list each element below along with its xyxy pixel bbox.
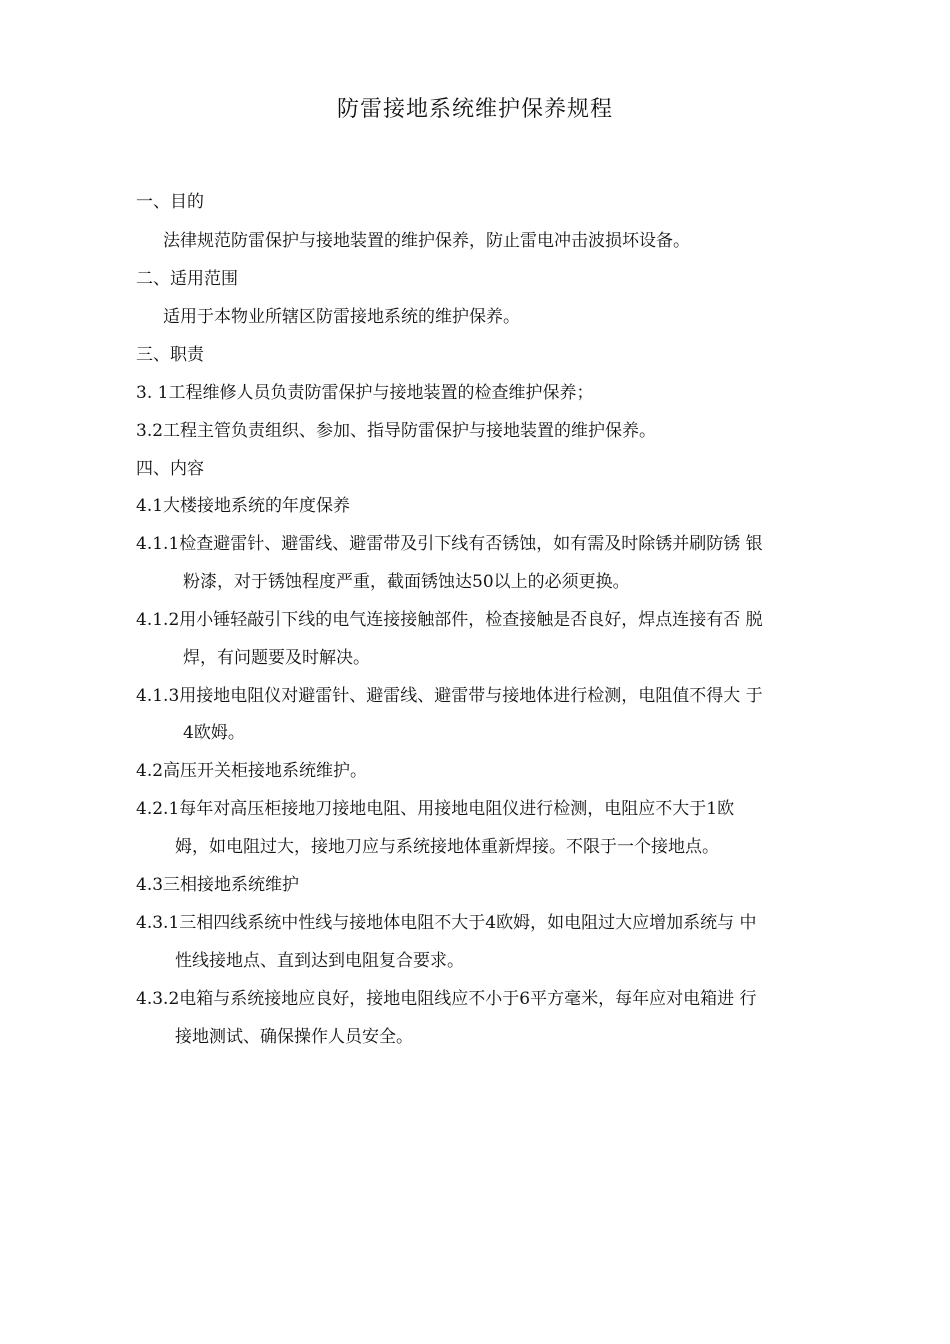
section-heading-scope: 二、适用范围 — [136, 269, 238, 289]
item-4-2-1-line-1: 4.2.1每年对高压柜接地刀接地电阻、用接地电阻仪进行检测，电阻应不大于1欧 — [136, 799, 735, 819]
subsection-heading-4-2: 4.2高压开关柜接地系统维护。 — [136, 761, 368, 781]
section-heading-purpose: 一、目的 — [136, 192, 204, 212]
subsection-heading-4-1: 4.1大楼接地系统的年度保养 — [136, 496, 351, 516]
subsection-heading-4-3: 4.3三相接地系统维护 — [136, 875, 300, 895]
item-4-1-2-line-2: 焊，有问题要及时解决。 — [183, 648, 370, 668]
section-heading-content: 四、内容 — [136, 459, 204, 479]
item-4-1-2-line-1: 4.1.2用小锤轻敲引下线的电气连接接触部件，检查接触是否良好，焊点连接有否 脱 — [136, 610, 763, 630]
item-4-3-1-line-1: 4.3.1三相四线系统中性线与接地体电阻不大于4欧姆，如电阻过大应增加系统与 中 — [136, 913, 757, 933]
item-4-1-3-line-2: 4欧姆。 — [183, 723, 245, 743]
item-4-3-2-line-2: 接地测试、确保操作人员安全。 — [175, 1027, 413, 1047]
duty-item-3-2: 3.2工程主管负责组织、参加、指导防雷保护与接地装置的维护保养。 — [136, 421, 657, 441]
section-heading-duties: 三、职责 — [136, 345, 204, 365]
item-4-3-1-line-2: 性线接地点、直到达到电阻复合要求。 — [175, 951, 464, 971]
item-4-2-1-line-2: 姆，如电阻过大，接地刀应与系统接地体重新焊接。不限于一个接地点。 — [175, 837, 719, 857]
document-title: 防雷接地系统维护保养规程 — [336, 97, 613, 122]
item-4-3-2-line-1: 4.3.2电箱与系统接地应良好，接地电阻线应不小于6平方毫米，每年应对电箱进 行 — [136, 989, 757, 1009]
item-4-1-3-line-1: 4.1.3用接地电阻仪对避雷针、避雷线、避雷带与接地体进行检测，电阻值不得大 于 — [136, 686, 763, 706]
paragraph-scope: 适用于本物业所辖区防雷接地系统的维护保养。 — [163, 307, 520, 327]
item-4-1-1-line-2: 粉漆，对于锈蚀程度严重，截面锈蚀达50以上的必须更换。 — [183, 572, 630, 592]
item-4-1-1-line-1: 4.1.1检查避雷针、避雷线、避雷带及引下线有否锈蚀，如有需及时除锈并刷防锈 银 — [136, 534, 763, 554]
paragraph-purpose: 法律规范防雷保护与接地装置的维护保养，防止雷电冲击波损坏设备。 — [163, 231, 690, 251]
duty-item-3-1: 3. 1工程维修人员负责防雷保护与接地装置的检查维护保养； — [136, 383, 594, 403]
